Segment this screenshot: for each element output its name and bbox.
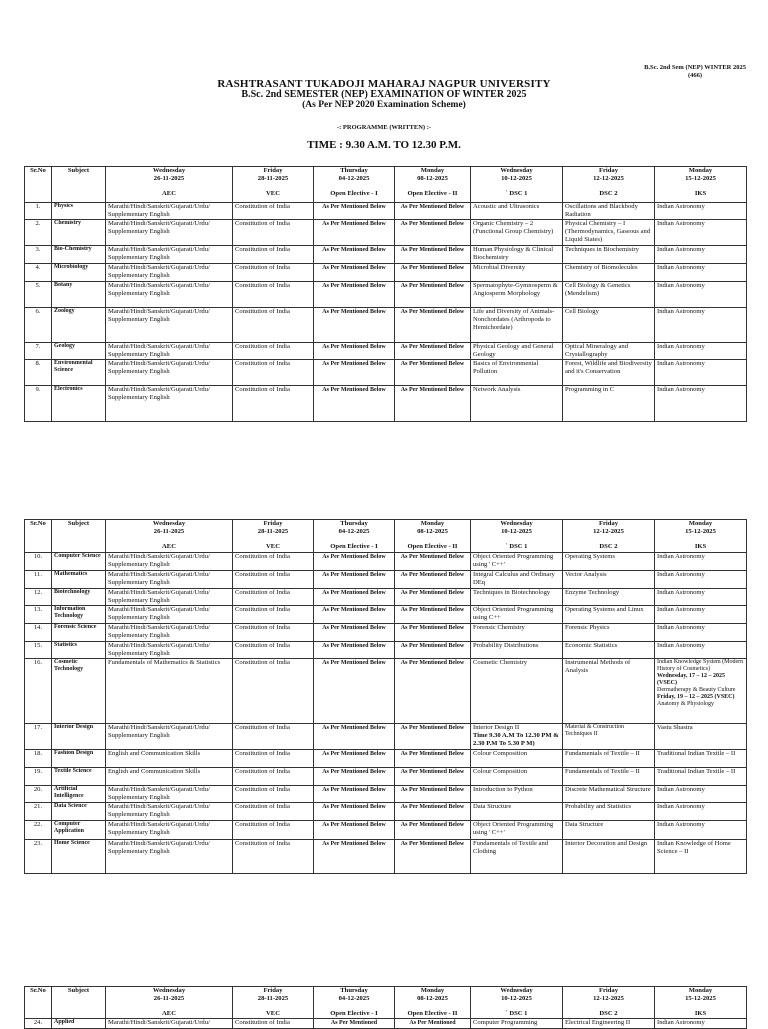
- row-iks: Traditional Indian Textile – II: [655, 768, 747, 786]
- row-dsc2: Techniques in Biochemistry: [563, 246, 655, 264]
- row-oe1: As Per Mentioned Below: [314, 724, 395, 750]
- row-sr: 6.: [25, 308, 52, 343]
- row-iks: Indian Astronomy: [655, 386, 747, 422]
- row-oe1: As Per Mentioned Below: [314, 571, 395, 589]
- row-sr: 12.: [25, 589, 52, 606]
- row-vec: Constitution of India: [233, 606, 314, 624]
- row-oe1: As Per Mentioned Below: [314, 606, 395, 624]
- reference-code: (466): [688, 72, 703, 79]
- col-header-vec: Friday 28-11-2025 VEC: [233, 520, 314, 553]
- timetable-section-1: [24, 166, 747, 422]
- row-iks: Indian Astronomy: [655, 203, 747, 220]
- row-oe2: As Per Mentioned Below: [395, 220, 471, 246]
- row-aec: Marathi/Hindi/Sanskrit/Gujarati/Urdu/ Supplementary English: [106, 203, 233, 220]
- table-row: [25, 750, 747, 768]
- table-row: [25, 308, 747, 343]
- row-subject: Bio-Chemistry: [52, 246, 106, 264]
- row-vec: Constitution of India: [233, 1019, 314, 1029]
- col-header-oe1: Thursday 04-12-2025 Open Elective - I: [314, 987, 395, 1019]
- row-iks: Indian Astronomy: [655, 1019, 747, 1029]
- row-dsc1: Microbial Diversity: [471, 264, 563, 282]
- row-dsc2: Instrumental Methods of Analysis: [563, 659, 655, 724]
- row-dsc1: Colour Composition: [471, 768, 563, 786]
- row-aec: Marathi/Hindi/Sanskrit/Gujarati/Urdu/ Supplementary English: [106, 840, 233, 874]
- row-iks: Indian Astronomy: [655, 803, 747, 821]
- row-subject: Textile Science: [52, 768, 106, 786]
- row-sr: 2.: [25, 220, 52, 246]
- row-aec: Marathi/Hindi/Sanskrit/Gujarati/Urdu/ Supplementary English: [106, 264, 233, 282]
- col-header-dsc1: Wednesday 10-12-2025 ` DSC 1: [471, 167, 563, 203]
- row-dsc2: Physical Chemistry – I (Thermodynamics, Gaseous and Liquid States): [563, 220, 655, 246]
- row-aec: Marathi/Hindi/Sanskrit/Gujarati/Urdu/ Supplementary English: [106, 624, 233, 642]
- timetable-section-3: [24, 986, 747, 1029]
- row-iks: Indian Astronomy: [655, 571, 747, 589]
- row-iks: Vastu Shastra: [655, 724, 747, 750]
- row-vec: Constitution of India: [233, 642, 314, 659]
- table-row: [25, 386, 747, 422]
- row-oe1: As Per Mentioned Below: [314, 768, 395, 786]
- row-sr: 10.: [25, 553, 52, 571]
- row-aec: Marathi/Hindi/Sanskrit/Gujarati/Urdu/ Supplementary English: [106, 724, 233, 750]
- table-row: [25, 360, 747, 386]
- row-oe1: As Per Mentioned Below: [314, 803, 395, 821]
- table-row: [25, 606, 747, 624]
- row-iks: Indian Astronomy: [655, 606, 747, 624]
- row-dsc1: Data Structure: [471, 803, 563, 821]
- row-oe2: As Per Mentioned Below: [395, 768, 471, 786]
- row-subject: Computer Application: [52, 821, 106, 840]
- row-aec: Marathi/Hindi/Sanskrit/Gujarati/Urdu/: [106, 1019, 233, 1029]
- row-sr: 21.: [25, 803, 52, 821]
- row-vec: Constitution of India: [233, 840, 314, 874]
- row-dsc1: Acoustic and Ultrasonics: [471, 203, 563, 220]
- row-dsc1: Object Oriented Programming using C++: [471, 606, 563, 624]
- row-subject: Artificial Intelligence: [52, 786, 106, 803]
- row-oe2: As Per Mentioned Below: [395, 803, 471, 821]
- row-iks: Indian Astronomy: [655, 821, 747, 840]
- row-sr: 16.: [25, 659, 52, 724]
- row-aec: Marathi/Hindi/Sanskrit/Gujarati/Urdu/ Supplementary English: [106, 821, 233, 840]
- row-iks: Traditional Indian Textile – II: [655, 750, 747, 768]
- row-iks: Indian Astronomy: [655, 786, 747, 803]
- row-dsc2: Cell Biology & Genetics (Mendelism): [563, 282, 655, 308]
- row-aec: Marathi/Hindi/Sanskrit/Gujarati/Urdu/ Supplementary English: [106, 553, 233, 571]
- reference-semester: B.Sc. 2nd Sem (NEP) WINTER 2025: [644, 64, 746, 71]
- row-dsc2: Data Structure: [563, 821, 655, 840]
- col-header-oe2: Monday 08-12-2025 Open Elective - II: [395, 987, 471, 1019]
- table-row: [25, 553, 747, 571]
- row-iks: Indian Astronomy: [655, 642, 747, 659]
- row-dsc2: Forensic Physics: [563, 624, 655, 642]
- row-iks: Indian Astronomy: [655, 343, 747, 360]
- row-oe1: As Per Mentioned Below: [314, 220, 395, 246]
- row-vec: Constitution of India: [233, 386, 314, 422]
- timetable-section-2: [24, 519, 747, 874]
- row-iks: Indian Astronomy: [655, 282, 747, 308]
- row-oe2: As Per Mentioned Below: [395, 724, 471, 750]
- col-header-iks: Monday 15-12-2025 IKS: [655, 520, 747, 553]
- row-oe2: As Per Mentioned Below: [395, 821, 471, 840]
- col-header-iks: Monday 15-12-2025 IKS: [655, 987, 747, 1019]
- row-subject: Environmental Science: [52, 360, 106, 386]
- row-dsc1: Colour Composition: [471, 750, 563, 768]
- row-oe2: As Per Mentioned Below: [395, 246, 471, 264]
- iks-note-date-1: Wednesday, 17 – 12 – 2025 (VSEC): [657, 673, 726, 686]
- row-oe1: As Per Mentioned Below: [314, 786, 395, 803]
- row-dsc1: Life and Diversity of Animals- Nonchordates (Arthropoda to Hemichordate): [471, 308, 563, 343]
- row-dsc2: Probability and Statistics: [563, 803, 655, 821]
- row-oe2: As Per Mentioned Below: [395, 553, 471, 571]
- col-header-dsc2: Friday 12-12-2025 DSC 2: [563, 987, 655, 1019]
- row-dsc1: [471, 724, 563, 750]
- row-aec: Marathi/Hindi/Sanskrit/Gujarati/Urdu/ Supplementary English: [106, 571, 233, 589]
- row-subject: Zoology: [52, 308, 106, 343]
- row-dsc1: Computer Programming: [471, 1019, 563, 1029]
- row-subject: Biotechnology: [52, 589, 106, 606]
- row-vec: Constitution of India: [233, 571, 314, 589]
- table-row: [25, 821, 747, 840]
- row-oe1: As Per Mentioned Below: [314, 659, 395, 724]
- row-subject: Fashion Design: [52, 750, 106, 768]
- table-row: [25, 589, 747, 606]
- row-aec: Fundamentals of Mathematics & Statistics: [106, 659, 233, 724]
- row-dsc2: Operating Systems: [563, 553, 655, 571]
- table-row: [25, 724, 747, 750]
- row-iks: Indian Astronomy: [655, 246, 747, 264]
- row-oe2: As Per Mentioned Below: [395, 840, 471, 874]
- row-subject: Botany: [52, 282, 106, 308]
- row-oe1: As Per Mentioned Below: [314, 624, 395, 642]
- row-subject: Interior Design: [52, 724, 106, 750]
- table-header: [25, 167, 747, 203]
- col-header-sr: Sr.No: [25, 987, 52, 1019]
- row-sr: 8.: [25, 360, 52, 386]
- table-row: [25, 571, 747, 589]
- dsc1-title: Interior Design II: [473, 724, 520, 731]
- table-row: [25, 246, 747, 264]
- row-sr: 1.: [25, 203, 52, 220]
- col-header-iks: Monday 15-12-2025 IKS: [655, 167, 747, 203]
- row-iks: Indian Astronomy: [655, 589, 747, 606]
- col-header-oe2: Monday 08-12-2025 Open Elective - II: [395, 520, 471, 553]
- row-sr: 13.: [25, 606, 52, 624]
- row-subject: Physics: [52, 203, 106, 220]
- row-iks: Indian Astronomy: [655, 264, 747, 282]
- table-row: [25, 624, 747, 642]
- row-oe1: As Per Mentioned Below: [314, 386, 395, 422]
- row-dsc2: Economic Statistics: [563, 642, 655, 659]
- iks-note-date-2: Friday, 19 – 12 – 2025 (VSEC): [657, 694, 735, 700]
- table-row: [25, 803, 747, 821]
- row-oe2: As Per Mentioned Below: [395, 642, 471, 659]
- row-oe2: As Per Mentioned Below: [395, 571, 471, 589]
- iks-note-paper-1: Dermatherapy & Beauty Culture: [657, 687, 736, 693]
- row-subject: Electronics: [52, 386, 106, 422]
- row-oe2: As Per Mentioned Below: [395, 589, 471, 606]
- row-oe2: As Per Mentioned Below: [395, 264, 471, 282]
- row-iks: Indian Astronomy: [655, 220, 747, 246]
- row-vec: Constitution of India: [233, 203, 314, 220]
- col-header-subject: Subject: [52, 520, 106, 553]
- row-aec: English and Communication Skills: [106, 750, 233, 768]
- row-vec: Constitution of India: [233, 750, 314, 768]
- row-oe1: As Per Mentioned Below: [314, 750, 395, 768]
- row-dsc2: Discrete Mathematical Structure: [563, 786, 655, 803]
- row-iks: Indian Astronomy: [655, 360, 747, 386]
- row-iks: Indian Astronomy: [655, 308, 747, 343]
- row-sr: 3.: [25, 246, 52, 264]
- table-row: [25, 282, 747, 308]
- row-vec: Constitution of India: [233, 264, 314, 282]
- row-subject: Information Technology: [52, 606, 106, 624]
- row-oe1: As Per Mentioned Below: [314, 553, 395, 571]
- row-oe1: As Per Mentioned Below: [314, 589, 395, 606]
- row-oe2: As Per Mentioned: [395, 1019, 471, 1029]
- row-dsc2: Fundamentals of Textile – II: [563, 750, 655, 768]
- row-aec: Marathi/Hindi/Sanskrit/Gujarati/Urdu/ Supplementary English: [106, 360, 233, 386]
- row-iks: Indian Astronomy: [655, 553, 747, 571]
- col-header-oe2: Monday 08-12-2025 Open Elective - II: [395, 167, 471, 203]
- row-dsc1: Spermatophyte-Gymnosperm & Angiosperm Morphology: [471, 282, 563, 308]
- row-sr: 4.: [25, 264, 52, 282]
- row-dsc1: Forensic Chemistry: [471, 624, 563, 642]
- row-subject: Chemistry: [52, 220, 106, 246]
- row-dsc2: Optical Mineralogy and Crystallography: [563, 343, 655, 360]
- row-dsc1: Integral Calculus and Ordinary DEq: [471, 571, 563, 589]
- row-subject: Microbiology: [52, 264, 106, 282]
- university-name: RASHTRASANT TUKADOJI MAHARAJ NAGPUR UNIVERSITY: [217, 78, 551, 90]
- row-dsc1: Human Physiology & Clinical Biochemistry: [471, 246, 563, 264]
- row-aec: Marathi/Hindi/Sanskrit/Gujarati/Urdu/ Supplementary English: [106, 343, 233, 360]
- row-oe2: As Per Mentioned Below: [395, 786, 471, 803]
- row-sr: 5.: [25, 282, 52, 308]
- row-aec: Marathi/Hindi/Sanskrit/Gujarati/Urdu/ Supplementary English: [106, 386, 233, 422]
- row-subject: Cosmetic Technology: [52, 659, 106, 724]
- row-aec: Marathi/Hindi/Sanskrit/Gujarati/Urdu/ Supplementary English: [106, 220, 233, 246]
- row-sr: 7.: [25, 343, 52, 360]
- iks-note-subject: Indian Knowledge System (Modern History of Cosmetics): [657, 659, 744, 672]
- row-vec: Constitution of India: [233, 821, 314, 840]
- row-dsc1: Object Oriented Programming using ' C++': [471, 821, 563, 840]
- dsc1-time-note: Time 9.30 A.M To 12.30 PM & 2.30 P.M To 5.30 P M): [473, 732, 559, 747]
- document-header: [0, 79, 768, 110]
- row-vec: Constitution of India: [233, 282, 314, 308]
- row-iks: Indian Knowledge of Home Science – II: [655, 840, 747, 874]
- col-header-aec: Wednesday 26-11-2025 AEC: [106, 987, 233, 1019]
- row-sr: 20.: [25, 786, 52, 803]
- table-row: [25, 659, 747, 724]
- table-row: [25, 220, 747, 246]
- row-sr: 19.: [25, 768, 52, 786]
- row-vec: Constitution of India: [233, 786, 314, 803]
- row-oe1: As Per Mentioned Below: [314, 840, 395, 874]
- row-sr: 15.: [25, 642, 52, 659]
- col-header-sr: Sr.No: [25, 520, 52, 553]
- row-dsc2: Material & Construction Techniques II: [563, 724, 655, 750]
- row-oe1: As Per Mentioned Below: [314, 203, 395, 220]
- row-vec: Constitution of India: [233, 589, 314, 606]
- row-sr: 9.: [25, 386, 52, 422]
- row-dsc1: Probability Distributions: [471, 642, 563, 659]
- iks-note-paper-2: Anatomy & Physiology: [657, 701, 715, 707]
- row-oe2: As Per Mentioned Below: [395, 386, 471, 422]
- row-oe2: As Per Mentioned Below: [395, 606, 471, 624]
- row-dsc1: Fundamentals of Textile and Clothing: [471, 840, 563, 874]
- row-oe1: As Per Mentioned Below: [314, 360, 395, 386]
- document-reference: [644, 64, 746, 80]
- row-dsc2: Vector Analysis: [563, 571, 655, 589]
- row-aec: Marathi/Hindi/Sanskrit/Gujarati/Urdu/ Supplementary English: [106, 589, 233, 606]
- row-dsc2: Enzyme Technology: [563, 589, 655, 606]
- row-aec: Marathi/Hindi/Sanskrit/Gujarati/Urdu/ Supplementary English: [106, 606, 233, 624]
- row-subject: Computer Science: [52, 553, 106, 571]
- row-oe1: As Per Mentioned Below: [314, 642, 395, 659]
- row-vec: Constitution of India: [233, 343, 314, 360]
- row-sr: 22.: [25, 821, 52, 840]
- table-header: [25, 987, 747, 1019]
- row-dsc2: Chemistry of Biomolecules: [563, 264, 655, 282]
- table-row: [25, 203, 747, 220]
- row-oe1: As Per Mentioned Below: [314, 282, 395, 308]
- row-dsc1: Introduction to Python: [471, 786, 563, 803]
- row-sr: 18.: [25, 750, 52, 768]
- row-oe2: As Per Mentioned Below: [395, 659, 471, 724]
- row-dsc2: Electrical Engineering II: [563, 1019, 655, 1029]
- row-sr: 17.: [25, 724, 52, 750]
- row-dsc2: Forest, Wildlife and Biodiversity and it's Conservation: [563, 360, 655, 386]
- row-aec: Marathi/Hindi/Sanskrit/Gujarati/Urdu/ Supplementary English: [106, 786, 233, 803]
- exam-scheme: (As Per NEP 2020 Examination Scheme): [302, 100, 466, 110]
- row-aec: Marathi/Hindi/Sanskrit/Gujarati/Urdu/ Supplementary English: [106, 246, 233, 264]
- row-oe1: As Per Mentioned Below: [314, 264, 395, 282]
- row-oe2: As Per Mentioned Below: [395, 750, 471, 768]
- col-header-subject: Subject: [52, 987, 106, 1019]
- row-aec: English and Communication Skills: [106, 768, 233, 786]
- row-dsc1: Physical Geology and General Geology: [471, 343, 563, 360]
- row-dsc2: Operating Systems and Linux: [563, 606, 655, 624]
- row-aec: Marathi/Hindi/Sanskrit/Gujarati/Urdu/ Supplementary English: [106, 642, 233, 659]
- row-oe1: As Per Mentioned: [314, 1019, 395, 1029]
- row-subject: Data Science: [52, 803, 106, 821]
- row-sr: 11.: [25, 571, 52, 589]
- col-header-vec: Friday 28-11-2025 VEC: [233, 167, 314, 203]
- row-oe1: As Per Mentioned Below: [314, 343, 395, 360]
- row-vec: Constitution of India: [233, 553, 314, 571]
- row-aec: Marathi/Hindi/Sanskrit/Gujarati/Urdu/ Supplementary English: [106, 308, 233, 343]
- row-vec: Constitution of India: [233, 220, 314, 246]
- row-vec: Constitution of India: [233, 803, 314, 821]
- row-vec: Constitution of India: [233, 308, 314, 343]
- col-header-sr: Sr.No: [25, 167, 52, 203]
- row-subject: Home Science: [52, 840, 106, 874]
- row-subject: Statistics: [52, 642, 106, 659]
- row-iks: [655, 659, 747, 724]
- row-dsc2: Interior Decoration and Design: [563, 840, 655, 874]
- col-header-dsc1: Wednesday 10-12-2025 ` DSC 1: [471, 520, 563, 553]
- row-dsc1: Techniques in Biotechnology: [471, 589, 563, 606]
- col-header-dsc1: Wednesday 10-12-2025 ` DSC 1: [471, 987, 563, 1019]
- row-vec: Constitution of India: [233, 659, 314, 724]
- row-vec: Constitution of India: [233, 724, 314, 750]
- row-iks: Indian Astronomy: [655, 624, 747, 642]
- row-aec: Marathi/Hindi/Sanskrit/Gujarati/Urdu/ Supplementary English: [106, 803, 233, 821]
- col-header-subject: Subject: [52, 167, 106, 203]
- table-row: [25, 264, 747, 282]
- col-header-dsc2: Friday 12-12-2025 DSC 2: [563, 167, 655, 203]
- col-header-aec: Wednesday 26-11-2025 AEC: [106, 520, 233, 553]
- table-row: [25, 642, 747, 659]
- row-vec: Constitution of India: [233, 624, 314, 642]
- row-oe2: As Per Mentioned Below: [395, 360, 471, 386]
- col-header-vec: Friday 28-11-2025 VEC: [233, 987, 314, 1019]
- table-header: [25, 520, 747, 553]
- row-oe1: As Per Mentioned Below: [314, 246, 395, 264]
- table-row: [25, 343, 747, 360]
- row-aec: Marathi/Hindi/Sanskrit/Gujarati/Urdu/ Supplementary English: [106, 282, 233, 308]
- row-oe2: As Per Mentioned Below: [395, 624, 471, 642]
- row-oe1: As Per Mentioned Below: [314, 308, 395, 343]
- table-row: [25, 786, 747, 803]
- table-row: [25, 768, 747, 786]
- row-subject: Applied: [52, 1019, 106, 1029]
- row-vec: Constitution of India: [233, 768, 314, 786]
- row-sr: 14.: [25, 624, 52, 642]
- row-sr: 24.: [25, 1019, 52, 1029]
- col-header-dsc2: Friday 12-12-2025 DSC 2: [563, 520, 655, 553]
- col-header-aec: Wednesday 26-11-2025 AEC: [106, 167, 233, 203]
- exam-title: B.Sc. 2nd SEMESTER (NEP) EXAMINATION OF WINTER 2025: [241, 89, 527, 100]
- row-dsc2: Oscillations and Blackbody Radiation: [563, 203, 655, 220]
- col-header-oe1: Thursday 04-12-2025 Open Elective - I: [314, 520, 395, 553]
- row-dsc2: Fundamentals of Textile – II: [563, 768, 655, 786]
- col-header-oe1: Thursday 04-12-2025 Open Elective - I: [314, 167, 395, 203]
- row-subject: Forensic Science: [52, 624, 106, 642]
- row-oe2: As Per Mentioned Below: [395, 308, 471, 343]
- row-subject: Mathematics: [52, 571, 106, 589]
- row-vec: Constitution of India: [233, 246, 314, 264]
- exam-time: TIME : 9.30 A.M. TO 12.30 P.M.: [307, 139, 461, 151]
- row-oe2: As Per Mentioned Below: [395, 343, 471, 360]
- row-dsc1: Network Analysis: [471, 386, 563, 422]
- row-dsc2: Programming in C: [563, 386, 655, 422]
- row-dsc1: Organic Chemistry – 2 (Functional Group Chemistry): [471, 220, 563, 246]
- table-row: [25, 840, 747, 874]
- row-dsc1: Object Oriented Programming using ' C++': [471, 553, 563, 571]
- row-dsc1: Basics of Environmental Pollution: [471, 360, 563, 386]
- row-sr: 23.: [25, 840, 52, 874]
- row-oe2: As Per Mentioned Below: [395, 203, 471, 220]
- row-dsc2: Cell Biology: [563, 308, 655, 343]
- row-oe2: As Per Mentioned Below: [395, 282, 471, 308]
- programme-heading: -: PROGRAMME (WRITTEN) :-: [336, 124, 432, 131]
- row-subject: Geology: [52, 343, 106, 360]
- row-vec: Constitution of India: [233, 360, 314, 386]
- row-dsc1: Cosmetic Chemistry: [471, 659, 563, 724]
- row-oe1: As Per Mentioned Below: [314, 821, 395, 840]
